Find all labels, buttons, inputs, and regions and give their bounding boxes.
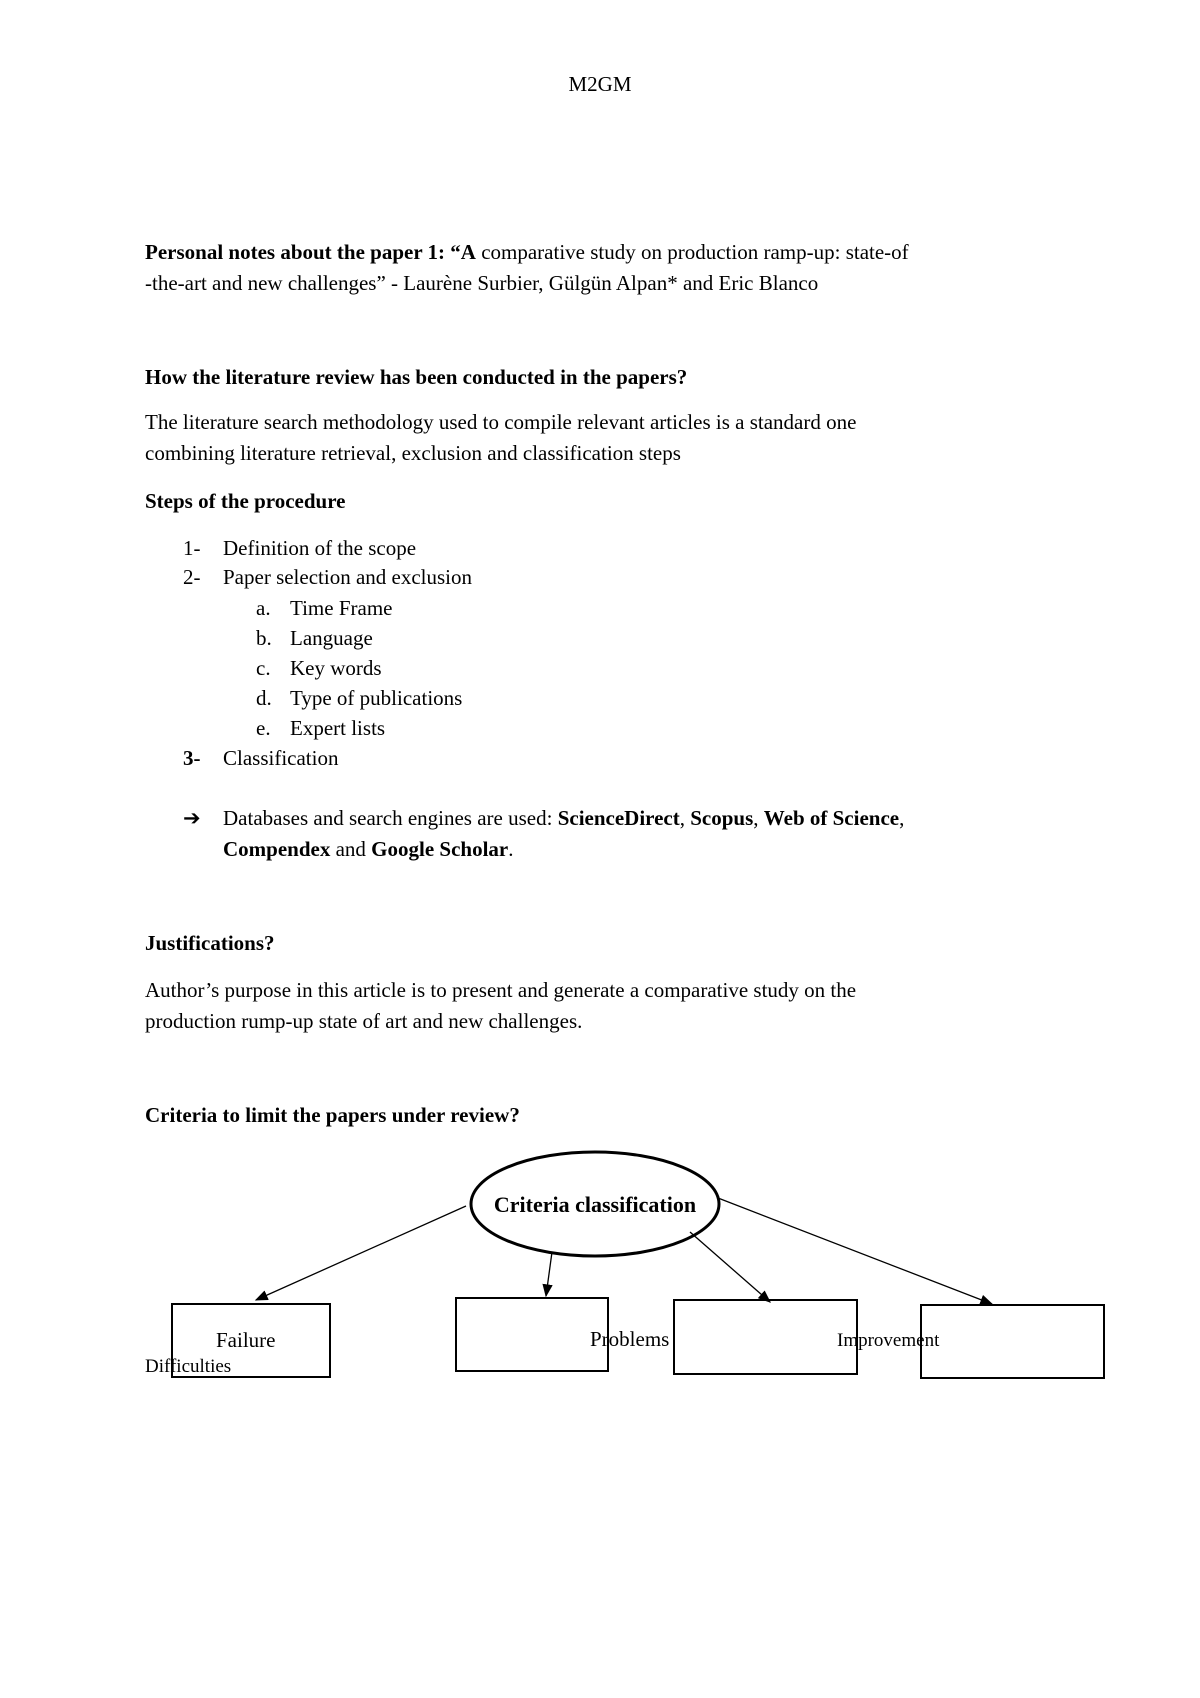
- criteria-heading: Criteria to limit the papers under review?: [145, 1103, 520, 1127]
- failure-label: Failure: [216, 1328, 276, 1352]
- sub-item-text: Key words: [290, 656, 382, 680]
- sub-item-letter: a.: [256, 596, 271, 620]
- database-name: Google Scholar: [371, 837, 509, 861]
- database-name: ScienceDirect: [557, 806, 680, 830]
- sub-item-text: Type of publications: [290, 686, 463, 710]
- justifications-text-line-1: Author’s purpose in this article is to present and generate a comparative study on the: [145, 978, 857, 1002]
- step-number: 1-: [183, 536, 201, 560]
- sub-item-letter: b.: [256, 626, 272, 650]
- justifications-text-line-2: production rump-up state of art and new challenges.: [145, 1009, 583, 1033]
- intro-line-2: -the-art and new challenges” - Laurène Surbier, Gülgün Alpan* and Eric Blanco: [145, 271, 819, 295]
- sub-item-letter: d.: [256, 686, 272, 710]
- intro-title-part1: comparative study on production ramp-up: state-of: [475, 240, 909, 264]
- difficulties-label: Difficulties: [145, 1356, 232, 1377]
- separator: ,: [753, 806, 764, 830]
- right-arrow-icon: ➔: [183, 806, 201, 830]
- sub-item-text: Expert lists: [290, 716, 386, 740]
- sub-item-letter: c.: [256, 656, 271, 680]
- intro-prefix: Personal notes about the paper 1: “A: [145, 240, 476, 264]
- arrow-to-box-2: [546, 1252, 552, 1296]
- justifications-heading: Justifications?: [145, 931, 275, 955]
- step-text: Classification: [223, 746, 339, 770]
- database-name: Scopus: [690, 806, 754, 830]
- step-text: Definition of the scope: [223, 536, 417, 560]
- arrow-to-failure: [256, 1206, 466, 1300]
- database-name: Compendex: [223, 837, 331, 861]
- section-heading-literature-review: How the literature review has been conducted in the papers?: [145, 365, 688, 389]
- database-name: Web of Science: [763, 806, 900, 830]
- empty-box: [921, 1305, 1104, 1378]
- steps-heading: Steps of the procedure: [145, 489, 346, 513]
- sub-item-text: Language: [290, 626, 373, 650]
- conjunction: and: [330, 837, 372, 861]
- diagram-center-label: Criteria classification: [493, 1192, 697, 1217]
- databases-lead: Databases and search engines are used:: [223, 806, 558, 830]
- page-header: M2GM: [568, 72, 632, 96]
- step-number: 3-: [183, 746, 201, 770]
- literature-review-text-line-2: combining literature retrieval, exclusion and classification steps: [145, 441, 681, 465]
- sub-item-letter: e.: [256, 716, 271, 740]
- period: .: [508, 837, 514, 861]
- separator: ,: [679, 806, 691, 830]
- sub-item-text: Time Frame: [290, 596, 393, 620]
- separator: ,: [899, 806, 905, 830]
- problems-label: Problems: [590, 1327, 670, 1351]
- step-number: 2-: [183, 565, 201, 589]
- problems-box: [456, 1298, 608, 1371]
- improvement-label: Improvement: [837, 1330, 940, 1351]
- improvement-box: [674, 1300, 857, 1374]
- arrow-to-box-4: [718, 1198, 992, 1304]
- arrow-to-box-3: [690, 1232, 770, 1302]
- step-text: Paper selection and exclusion: [223, 565, 473, 589]
- literature-review-text-line-1: The literature search methodology used to compile relevant articles is a standard one: [145, 410, 857, 434]
